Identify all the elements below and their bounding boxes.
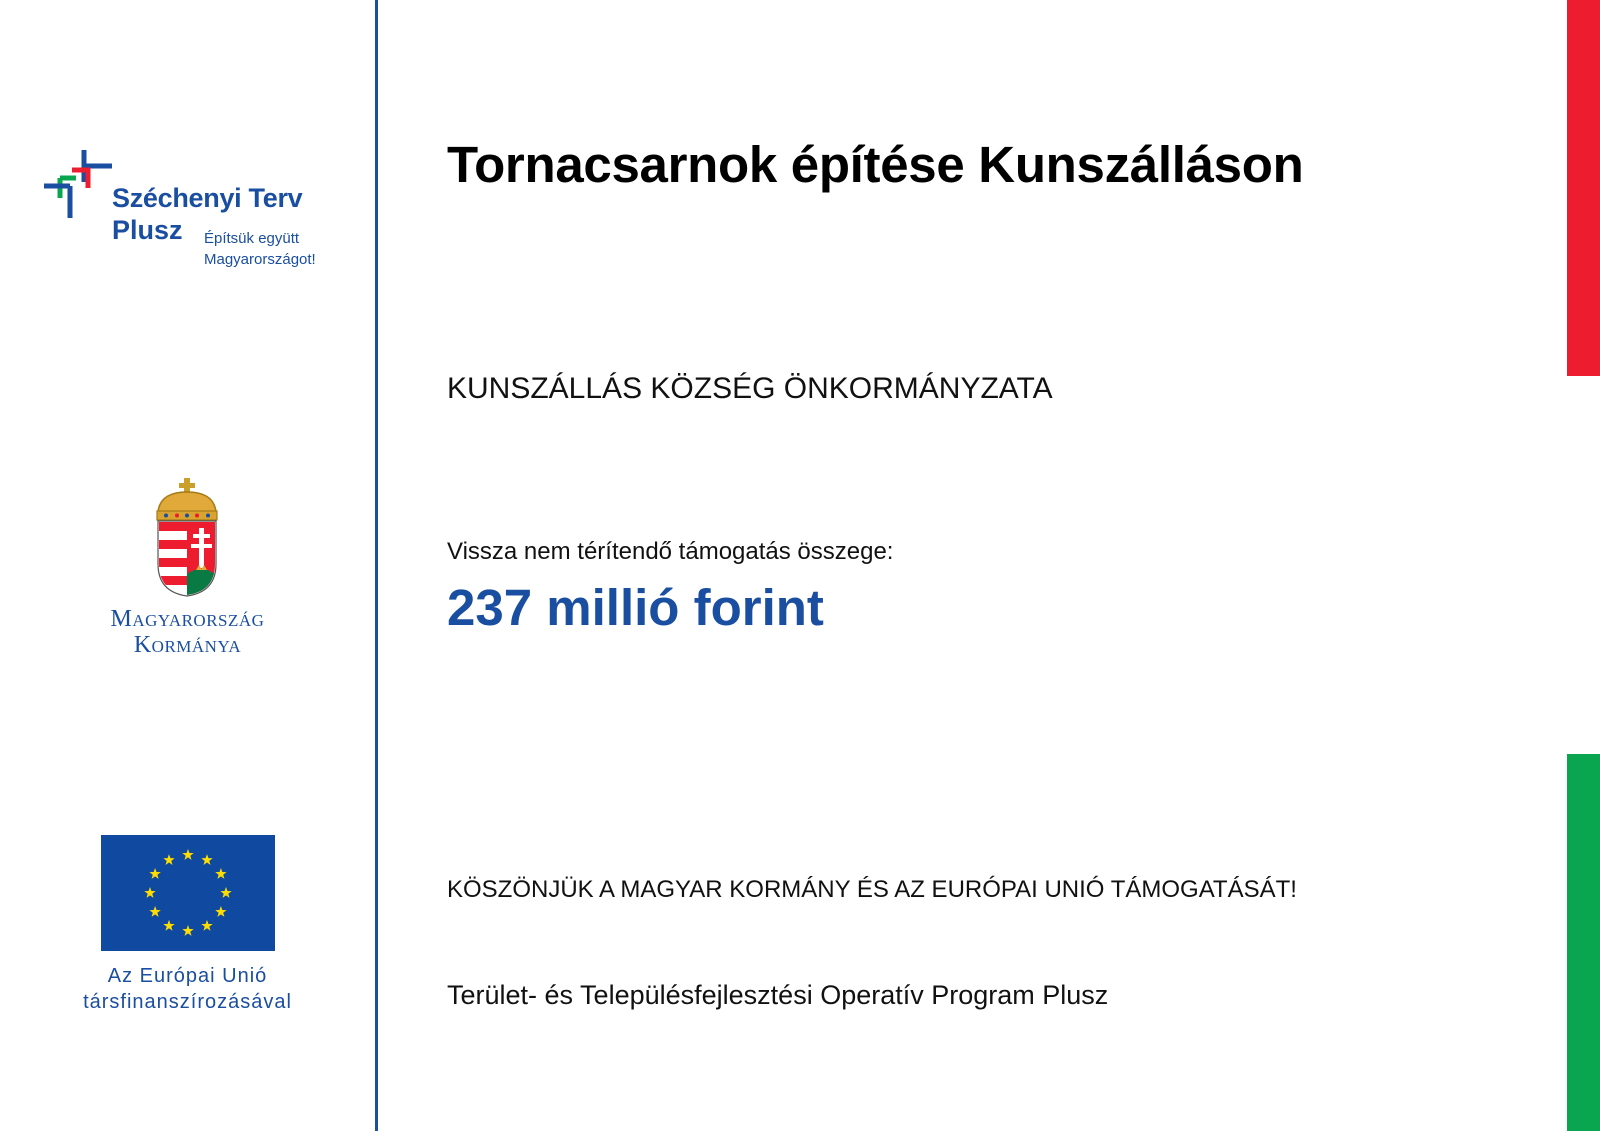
eu-line-1: Az Európai Unió: [107, 965, 268, 987]
eu-line-2: társfinanszírozásával: [83, 991, 292, 1013]
flag-stripe-red: [1567, 0, 1600, 376]
slogan-line-1: Építsük együtt: [204, 230, 300, 247]
thank-you-note: KÖSZÖNJÜK A MAGYAR KORMÁNY ÉS AZ EURÓPAI UNIÓ TÁMOGATÁSÁT!: [447, 876, 1297, 903]
grant-label: Vissza nem térítendő támogatás összege:: [447, 538, 894, 565]
grant-amount: 237 millió forint: [447, 579, 824, 636]
slogan-line-2: Magyarországot!: [204, 251, 316, 268]
eu-flag-icon: [101, 835, 275, 951]
szechenyi-plus: Plusz: [112, 215, 183, 245]
eu-cofinancing-text: [40, 963, 335, 1015]
beneficiary-name: KUNSZÁLLÁS KÖZSÉG ÖNKORMÁNYZATA: [447, 372, 1053, 405]
szechenyi-cross-icon: [40, 148, 114, 220]
szechenyi-terv-plusz-logo: [40, 148, 340, 273]
program-name: Terület- és Településfejlesztési Operatív Program Plusz: [447, 980, 1109, 1010]
project-title: Tornacsarnok építése Kunszálláson: [447, 136, 1304, 193]
vertical-divider: [375, 0, 378, 1131]
government-line-2: Kormánya: [133, 632, 242, 658]
government-line-1: Magyarország: [110, 606, 265, 632]
flag-stripe-green: [1567, 754, 1600, 1131]
hungarian-coat-of-arms-icon: [150, 478, 224, 598]
szechenyi-slogan: [204, 228, 316, 270]
szechenyi-name: Széchenyi Terv: [112, 183, 303, 213]
government-logo-text: [60, 606, 315, 658]
